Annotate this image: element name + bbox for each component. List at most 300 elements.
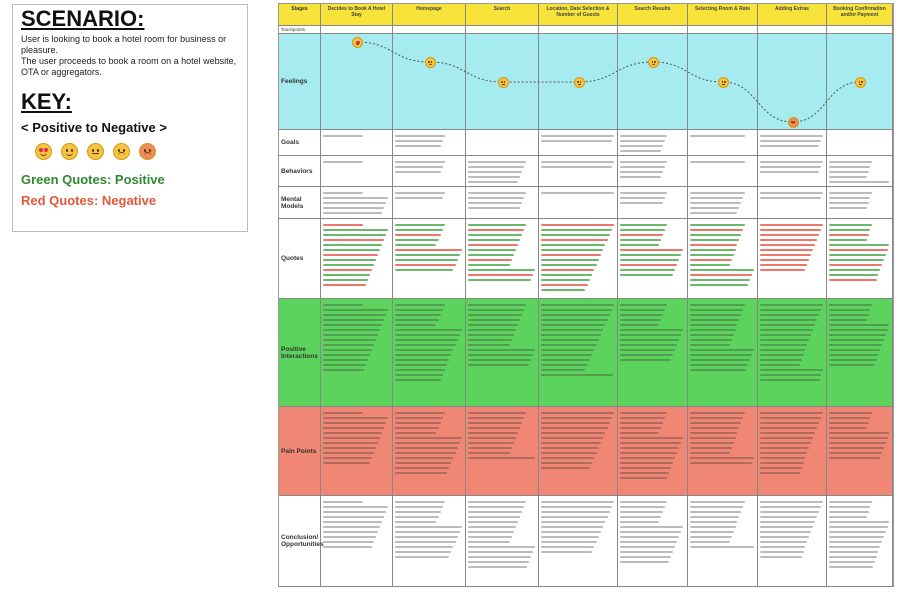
smile-face-icon: [425, 57, 436, 68]
text-line: [829, 447, 884, 449]
text-line: [468, 536, 512, 538]
cell-conclusion: [539, 496, 618, 587]
text-line: [323, 462, 370, 464]
text-line: [468, 546, 535, 548]
text-line: [690, 349, 754, 351]
text-line: [323, 506, 388, 508]
text-line: [829, 202, 869, 204]
text-line: [395, 556, 449, 558]
text-line: [323, 304, 363, 306]
text-line: [323, 531, 378, 533]
text-line: [323, 536, 376, 538]
text-line: [323, 344, 374, 346]
text-line: [829, 319, 867, 321]
text-line: [829, 161, 872, 163]
text-line: [760, 427, 817, 429]
text-line: [468, 457, 535, 459]
text-line: [829, 551, 878, 553]
text-line: [620, 224, 667, 226]
text-line: [760, 314, 819, 316]
text-line: [760, 309, 821, 311]
cell-quotes: [758, 219, 827, 299]
text-line: [541, 506, 612, 508]
cell-pain: [466, 407, 539, 496]
text-line: [541, 254, 601, 256]
text-line: [690, 329, 736, 331]
text-line: [541, 239, 608, 241]
text-line: [690, 212, 737, 214]
text-line: [468, 181, 518, 183]
cell-pain: [618, 407, 688, 496]
text-line: [395, 472, 447, 474]
text-line: [323, 249, 380, 251]
text-line: [323, 314, 386, 316]
text-line: [468, 264, 510, 266]
text-line: [690, 269, 754, 271]
feeling-point: [425, 57, 436, 68]
text-line: [468, 254, 514, 256]
text-line: [690, 197, 743, 199]
text-line: [395, 324, 436, 326]
text-line: [760, 467, 802, 469]
text-line: [690, 531, 734, 533]
cell-positive: [539, 299, 618, 407]
text-line: [620, 334, 681, 336]
text-line: [620, 556, 671, 558]
text-line: [323, 234, 386, 236]
stage-header: Decides to Book A Hotel Stay: [321, 4, 393, 26]
text-line: [395, 304, 445, 306]
text-line: [468, 319, 520, 321]
text-line: [323, 412, 363, 414]
text-line: [760, 229, 821, 231]
text-line: [620, 457, 675, 459]
text-line: [395, 354, 451, 356]
text-line: [395, 166, 443, 168]
text-line: [541, 274, 592, 276]
text-line: [620, 229, 665, 231]
text-line: [760, 472, 800, 474]
text-line: [690, 501, 745, 503]
text-line: [690, 354, 752, 356]
feeling-point: [574, 77, 585, 88]
text-line: [760, 259, 809, 261]
text-line: [620, 359, 671, 361]
text-line: [541, 259, 599, 261]
angry-face-icon: [139, 143, 156, 160]
text-line: [829, 344, 882, 346]
text-line: [620, 269, 675, 271]
key-title: KEY:: [21, 89, 72, 114]
text-line: [395, 334, 460, 336]
text-line: [829, 412, 872, 414]
text-line: [690, 462, 752, 464]
text-line: [620, 171, 663, 173]
text-line: [395, 314, 441, 316]
text-line: [620, 354, 673, 356]
cell-conclusion: [393, 496, 466, 587]
text-line: [760, 516, 817, 518]
scenario-title: SCENARIO:: [21, 6, 145, 31]
text-line: [395, 145, 441, 147]
text-line: [620, 427, 661, 429]
row-label-conclusion: Conclusion/ Opportunities: [279, 496, 321, 587]
text-line: [395, 462, 451, 464]
text-line: [395, 511, 441, 513]
text-line: [620, 166, 665, 168]
neutral-face-icon: [574, 77, 585, 88]
stage-header: Booking Confirmation and/or Payment: [827, 4, 893, 26]
text-line: [620, 197, 665, 199]
row-label-quotes: Quotes: [279, 219, 321, 299]
text-line: [760, 329, 813, 331]
text-line: [323, 197, 388, 199]
text-line: [541, 432, 605, 434]
text-line: [323, 417, 388, 419]
text-line: [541, 526, 603, 528]
text-line: [541, 249, 603, 251]
cell-touch: [827, 26, 893, 34]
text-line: [541, 284, 588, 286]
text-line: [829, 171, 869, 173]
text-line: [395, 412, 445, 414]
text-line: [468, 526, 516, 528]
cell-conclusion: [758, 496, 827, 587]
text-line: [468, 334, 514, 336]
cell-pain: [321, 407, 393, 496]
text-line: [395, 379, 441, 381]
cell-pain: [539, 407, 618, 496]
cell-goals: [321, 130, 393, 156]
text-line: [829, 254, 886, 256]
cell-touch: [688, 26, 758, 34]
text-line: [541, 349, 594, 351]
text-line: [620, 140, 665, 142]
text-line: [620, 437, 683, 439]
text-line: [760, 501, 823, 503]
cell-positive: [321, 299, 393, 407]
text-line: [829, 329, 888, 331]
text-line: [468, 442, 514, 444]
text-line: [395, 269, 453, 271]
text-line: [323, 422, 386, 424]
text-line: [690, 339, 732, 341]
text-line: [690, 521, 737, 523]
text-line: [395, 254, 460, 256]
text-line: [468, 427, 520, 429]
text-line: [760, 374, 821, 376]
text-line: [829, 166, 870, 168]
text-line: [620, 244, 659, 246]
text-line: [395, 536, 458, 538]
neutral-face-icon: [718, 77, 729, 88]
feeling-point: [788, 117, 799, 128]
text-line: [620, 339, 679, 341]
cell-conclusion: [688, 496, 758, 587]
text-line: [760, 171, 819, 173]
text-line: [760, 412, 823, 414]
text-line: [829, 432, 889, 434]
text-line: [468, 437, 516, 439]
text-line: [690, 254, 734, 256]
text-line: [690, 526, 736, 528]
text-line: [620, 145, 663, 147]
text-line: [323, 521, 382, 523]
text-line: [829, 511, 869, 513]
text-line: [541, 516, 608, 518]
text-line: [829, 234, 869, 236]
text-line: [620, 304, 667, 306]
text-line: [620, 477, 667, 479]
text-line: [829, 244, 889, 246]
text-line: [620, 541, 677, 543]
text-line: [395, 344, 456, 346]
cell-behaviors: [688, 156, 758, 187]
cell-positive: [688, 299, 758, 407]
text-line: [468, 521, 518, 523]
text-line: [468, 329, 516, 331]
text-line: [323, 161, 363, 163]
text-line: [760, 135, 823, 137]
text-line: [760, 551, 804, 553]
journey-map: [278, 3, 894, 587]
text-line: [395, 506, 443, 508]
text-line: [690, 427, 739, 429]
text-line: [323, 264, 374, 266]
text-line: [829, 422, 869, 424]
text-line: [323, 501, 363, 503]
text-line: [760, 192, 823, 194]
text-line: [395, 239, 439, 241]
text-line: [541, 546, 594, 548]
text-line: [760, 254, 811, 256]
text-line: [620, 506, 665, 508]
cell-behaviors: [466, 156, 539, 187]
text-line: [323, 546, 372, 548]
text-line: [541, 412, 614, 414]
text-line: [760, 541, 807, 543]
text-line: [468, 202, 522, 204]
text-line: [468, 501, 526, 503]
stage-header: Location, Date Selection & Number of Guests: [539, 4, 618, 26]
cell-quotes: [688, 219, 758, 299]
text-line: [829, 417, 870, 419]
text-line: [620, 309, 665, 311]
text-line: [760, 511, 819, 513]
feelings-curve: [279, 34, 893, 130]
text-line: [468, 207, 520, 209]
text-line: [468, 561, 529, 563]
text-line: [620, 422, 663, 424]
love-face-icon: [35, 143, 52, 160]
text-line: [541, 289, 585, 291]
text-line: [760, 457, 805, 459]
cell-behaviors: [321, 156, 393, 187]
text-line: [541, 339, 599, 341]
text-line: [323, 239, 384, 241]
text-line: [760, 536, 809, 538]
text-line: [829, 239, 867, 241]
text-line: [760, 319, 817, 321]
text-line: [323, 324, 382, 326]
text-line: [690, 249, 736, 251]
text-line: [468, 176, 520, 178]
smile-face-icon: [648, 57, 659, 68]
text-line: [620, 531, 681, 533]
text-line: [395, 427, 439, 429]
text-line: [829, 521, 889, 523]
text-line: [760, 166, 821, 168]
text-line: [760, 531, 811, 533]
text-line: [541, 521, 605, 523]
text-line: [468, 447, 512, 449]
text-line: [690, 161, 745, 163]
text-line: [323, 364, 366, 366]
cell-behaviors: [758, 156, 827, 187]
text-line: [829, 457, 880, 459]
text-line: [760, 349, 805, 351]
text-line: [620, 161, 667, 163]
text-line: [541, 531, 601, 533]
feelings-line: [357, 42, 860, 122]
text-line: [323, 309, 388, 311]
text-line: [829, 197, 870, 199]
text-line: [829, 314, 869, 316]
text-line: [323, 339, 376, 341]
text-line: [690, 432, 737, 434]
sad-face-icon: [113, 143, 130, 160]
text-line: [541, 501, 614, 503]
cell-behaviors: [539, 156, 618, 187]
text-line: [829, 279, 877, 281]
text-line: [829, 566, 873, 568]
text-line: [620, 516, 661, 518]
text-line: [690, 506, 743, 508]
text-line: [690, 202, 741, 204]
text-line: [468, 229, 524, 231]
text-line: [323, 259, 376, 261]
row-conclusion: [279, 496, 893, 587]
text-line: [541, 135, 614, 137]
cell-positive: [393, 299, 466, 407]
text-line: [690, 511, 741, 513]
text-line: [690, 259, 732, 261]
text-line: [690, 229, 743, 231]
text-line: [541, 511, 610, 513]
text-line: [323, 279, 368, 281]
text-line: [468, 349, 535, 351]
text-line: [829, 259, 884, 261]
text-line: [690, 516, 739, 518]
text-line: [541, 334, 601, 336]
text-line: [760, 344, 807, 346]
stage-header: Selecting Room & Rate: [688, 4, 758, 26]
cell-touch: [539, 26, 618, 34]
text-line: [760, 462, 804, 464]
text-line: [323, 329, 380, 331]
text-line: [468, 234, 522, 236]
row-label-pain: Pain Points: [279, 407, 321, 496]
cell-goals: [539, 130, 618, 156]
text-line: [690, 422, 741, 424]
text-line: [620, 536, 679, 538]
text-line: [760, 364, 800, 366]
text-line: [468, 432, 518, 434]
text-line: [620, 202, 663, 204]
row-pain: [279, 407, 893, 496]
text-line: [620, 521, 659, 523]
scenario-key-panel: [12, 4, 248, 232]
text-line: [620, 239, 661, 241]
positive-legend: Green Quotes: Positive: [21, 172, 165, 187]
text-line: [690, 274, 752, 276]
text-line: [620, 526, 683, 528]
text-line: [468, 364, 529, 366]
text-line: [760, 417, 821, 419]
text-line: [395, 551, 451, 553]
text-line: [323, 526, 380, 528]
text-line: [760, 161, 823, 163]
text-line: [323, 284, 366, 286]
row-touch: [279, 26, 893, 34]
text-line: [395, 374, 443, 376]
text-line: [395, 309, 443, 311]
text-line: [690, 324, 737, 326]
text-line: [395, 229, 443, 231]
text-line: [395, 349, 453, 351]
cell-quotes: [321, 219, 393, 299]
text-line: [468, 224, 526, 226]
text-line: [541, 541, 597, 543]
text-line: [395, 171, 441, 173]
text-line: [620, 417, 665, 419]
text-line: [395, 329, 462, 331]
text-line: [468, 511, 522, 513]
text-line: [468, 422, 522, 424]
feeling-point: [718, 77, 729, 88]
cell-touch: [758, 26, 827, 34]
cell-positive: [466, 299, 539, 407]
text-line: [760, 546, 805, 548]
cell-goals: [758, 130, 827, 156]
text-line: [620, 264, 677, 266]
text-line: [395, 531, 460, 533]
text-line: [541, 224, 614, 226]
text-line: [620, 324, 659, 326]
text-line: [395, 249, 462, 251]
text-line: [468, 259, 512, 261]
text-line: [395, 516, 439, 518]
text-line: [760, 304, 823, 306]
cell-behaviors: [827, 156, 893, 187]
cell-mental_models: [321, 187, 393, 219]
text-line: [395, 192, 445, 194]
text-line: [468, 354, 533, 356]
text-line: [620, 447, 679, 449]
cell-mental_models: [688, 187, 758, 219]
text-line: [468, 314, 522, 316]
text-line: [541, 264, 597, 266]
text-line: [323, 349, 372, 351]
text-line: [829, 224, 872, 226]
text-line: [690, 234, 741, 236]
text-line: [690, 239, 739, 241]
text-line: [541, 279, 590, 281]
text-line: [829, 364, 875, 366]
text-line: [829, 546, 880, 548]
text-line: [829, 501, 872, 503]
row-label-feelings: Feelings: [279, 34, 321, 130]
